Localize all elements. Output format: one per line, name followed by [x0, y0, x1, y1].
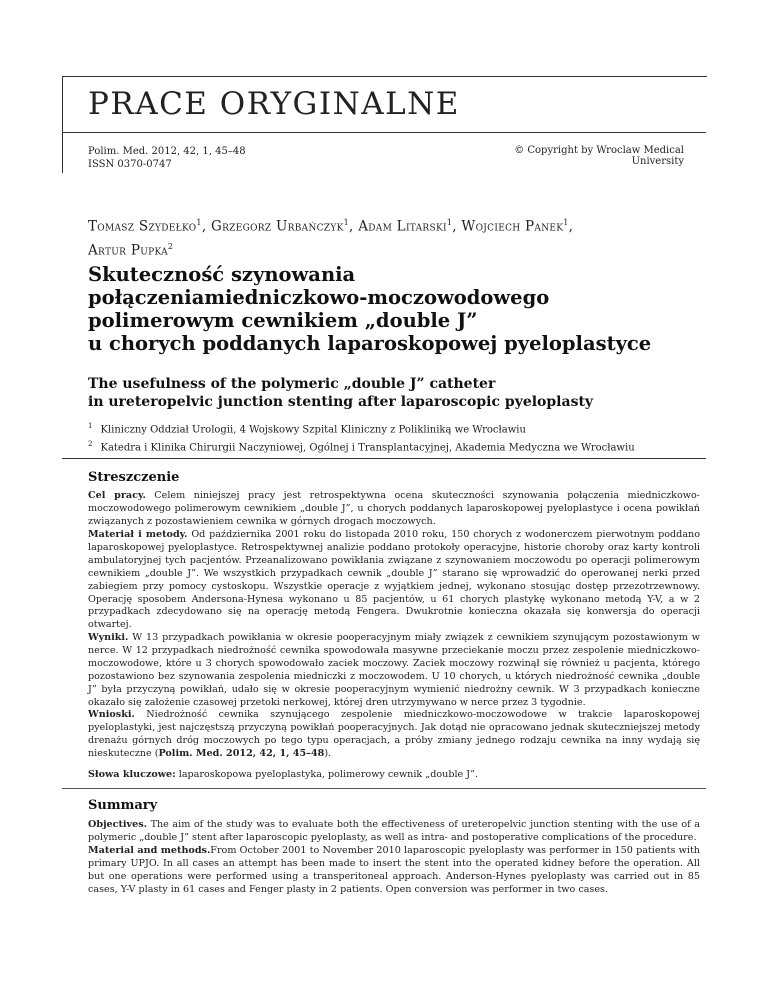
streszczenie-wnioski-paragraph — [88, 709, 700, 761]
affiliation-text: Kliniczny Oddział Urologii, 4 Wojskowy Szpital Kliniczny z Polikliniką we Wrocławiu — [100, 424, 526, 436]
paragraph-label: Cel pracy. — [88, 490, 146, 501]
author-affiliation-mark: 1 — [563, 218, 569, 227]
affiliation-text: Katedra i Klinika Chirurgii Naczyniowej, Ogólnej i Transplantacyjnej, Akademia Medyczna we Wrocławiu — [100, 442, 635, 454]
title-line: Skuteczność szynowania — [88, 263, 356, 286]
abstract-divider — [62, 458, 706, 459]
streszczenie-cel-paragraph — [88, 490, 700, 529]
paragraph-label: Materiał i metody. — [88, 529, 188, 540]
author-name: Adam Litarski — [358, 218, 447, 235]
paragraph-text: Niedrożność cewnika szynującego zespolenie miedniczkowo-moczowodowe w trakcie laparoskopowej pyeloplastyki, jest najczęstszą przyczyną powikłań pooperacyjnych. Jak dotąd nie opracowano jednak skuteczniejszej metody drenażu górnych dróg moczowych po tego typu operacjach, a próby zmiany jednego rodzaju cewnika na inny wydają się nieskuteczne ( — [88, 709, 700, 759]
summary-heading: Summary — [88, 798, 158, 813]
affiliation-item — [88, 419, 708, 437]
author-affiliation-mark: 2 — [167, 241, 174, 251]
paragraph-text: The aim of the study was to evaluate both the effectiveness of ureteropelvic junction stenting with the use of a polymeric „double J” stent after laparoscopic pyeloplasty, as well as intra- and postoperative complications of the procedure. — [88, 819, 700, 843]
citation-block — [88, 145, 246, 171]
streszczenie-heading: Streszczenie — [88, 470, 180, 485]
article-title-polish — [88, 263, 708, 355]
citation-line: Polim. Med. 2012, 42, 1, 45–48 — [88, 146, 246, 157]
title-line: połączeniamiedniczkowo-moczowodowego — [88, 286, 550, 309]
title-line: in ureteropelvic junction stenting after laparoscopic pyeloplasty — [88, 394, 594, 410]
author-name: Wojciech Panek — [461, 218, 564, 235]
header-divider — [62, 132, 706, 133]
affiliations — [88, 419, 708, 456]
author-name: Artur Pupka — [88, 242, 168, 258]
title-line: u chorych poddanych laparoskopowej pyeloplastyce — [88, 332, 652, 355]
paragraph-citation: Polim. Med. 2012, 42, 1, 45–48 — [158, 747, 325, 759]
keywords-line — [88, 769, 700, 780]
paragraph-text: From October 2001 to November 2010 laparoscopic pyeloplasty was performer in 150 patients with primary UPJO. In all cases an attempt has been made to insert the stent into the operated kidney before the operation. All but one operations were performed using a transperitoneal approach. Anderson-Hynes pyeloplasty was carried out in 85 cases, Y-V plasty in 61 cases and Fenger plasty in 2 patients. Open conversion was performer in two cases. — [88, 845, 700, 895]
paragraph-label: Material and methods. — [88, 845, 211, 856]
paragraph-label: Objectives. — [88, 819, 147, 830]
affiliation-item — [88, 437, 708, 455]
author-affiliation-mark: 1 — [343, 218, 350, 227]
title-line: The usefulness of the polymeric „double J” catheter — [88, 376, 496, 392]
paragraph-text: Celem niniejszej pracy jest retrospektywna ocena skuteczności szynowania połączenia miedniczkowo-moczowodowego polimerowym cewnikiem „double J”, u chorych poddanych laparoskopowej pyeloplastyce i ocena powikłań związanych z pozostawieniem cewnika w górnych drogach moczowych. — [88, 490, 700, 527]
paragraph-text: Od października 2001 roku do listopada 2010 roku, 150 chorych z wodonerczem pierwotnym poddano laparoskopowej pyeloplastyce. Retrospektywnej analizie poddano protokoły operacyjne, historie choroby oraz karty kontroli ambulatoryjnej tych pacjentów. Przeanalizowano powikłania związane z szynowaniem moczowodu po operacji polimerowym cewnikiem „double J”. We wszystkich przypadkach cewnik „double J” starano się wprowadzić do operowanej nerki przed zabiegiem przy pomocy cystoskopu. Wszystkie operacje z wyjątkiem jednej, wykonano stosując dostęp przezotrzewnowy. Operację sposobem Andersona-Hynesa wykonano u 85 pacjentów, u 61 chorych plastykę wykonano metodą Y-V, a w 2 przypadkach zdecydowano się na operację metodą Fengera. Dwukrotnie konieczna okazała się konwersja do operacji otwartej. — [88, 529, 700, 631]
issn-line: ISSN 0370-0747 — [88, 159, 172, 170]
summary-divider — [62, 788, 706, 789]
author-name: Tomasz Szydełko — [88, 218, 197, 235]
paragraph-label: Wyniki. — [88, 632, 129, 643]
summary-material-paragraph — [88, 845, 700, 897]
author-affiliation-mark: 1 — [446, 218, 453, 227]
author-list: Tomasz Szydełko$^1$, Grzegorz Urbańczyk$^1$, Adam Litarski$^1$, Wojciech Panek$^1$, Artur Pupka$^2$ — [88, 218, 574, 258]
affiliation-number: 2 — [88, 440, 93, 449]
article-title-english — [88, 375, 708, 411]
author-affiliation-mark: 1 — [196, 218, 202, 227]
paragraph-label: Wnioski. — [88, 709, 135, 720]
keywords-label: Słowa kluczowe: — [88, 769, 176, 780]
keywords-text: laparoskopowa pyeloplastyka, polimerowy cewnik „double J”. — [175, 769, 479, 780]
paragraph-text: W 13 przypadkach powikłania w okresie pooperacyjnym miały związek z cewnikiem szynującym pozostawionym w nerce. W 12 przypadkach niedrożność cewnika spowodowała masywne przeciekanie moczu przez zespolenie miedniczkowo-moczowodowe, które u 3 chorych spowodowało zaciek moczowy. Zaciek moczowy rozwinął się również u pacjenta, którego pozostawiono bez szynowania zespolenia miedniczki z moczowodem. U 10 chorych, u których niedrożność cewnika „double J” była przyczyną powikłań, udało się w okresie pooperacyjnym wymienić niedrożny cewnik. W 3 przypadkach konieczne okazało się założenie czasowej przetoki nerkowej, której dren utrzymywano w nerce przez 3 tygodnie. — [88, 632, 700, 708]
section-title: PRACE ORYGINALNE — [88, 86, 460, 122]
title-line: polimerowym cewnikiem „double J” — [88, 309, 478, 332]
streszczenie-material-paragraph — [88, 529, 700, 632]
summary-objectives-paragraph — [88, 819, 700, 845]
affiliation-number: 1 — [88, 422, 93, 430]
copyright-notice: © Copyright by Wroclaw Medical University — [514, 145, 684, 167]
paragraph-end: ). — [324, 747, 332, 759]
streszczenie-wyniki-paragraph — [88, 632, 700, 709]
author-name: Grzegorz Urbańczyk — [211, 218, 344, 235]
